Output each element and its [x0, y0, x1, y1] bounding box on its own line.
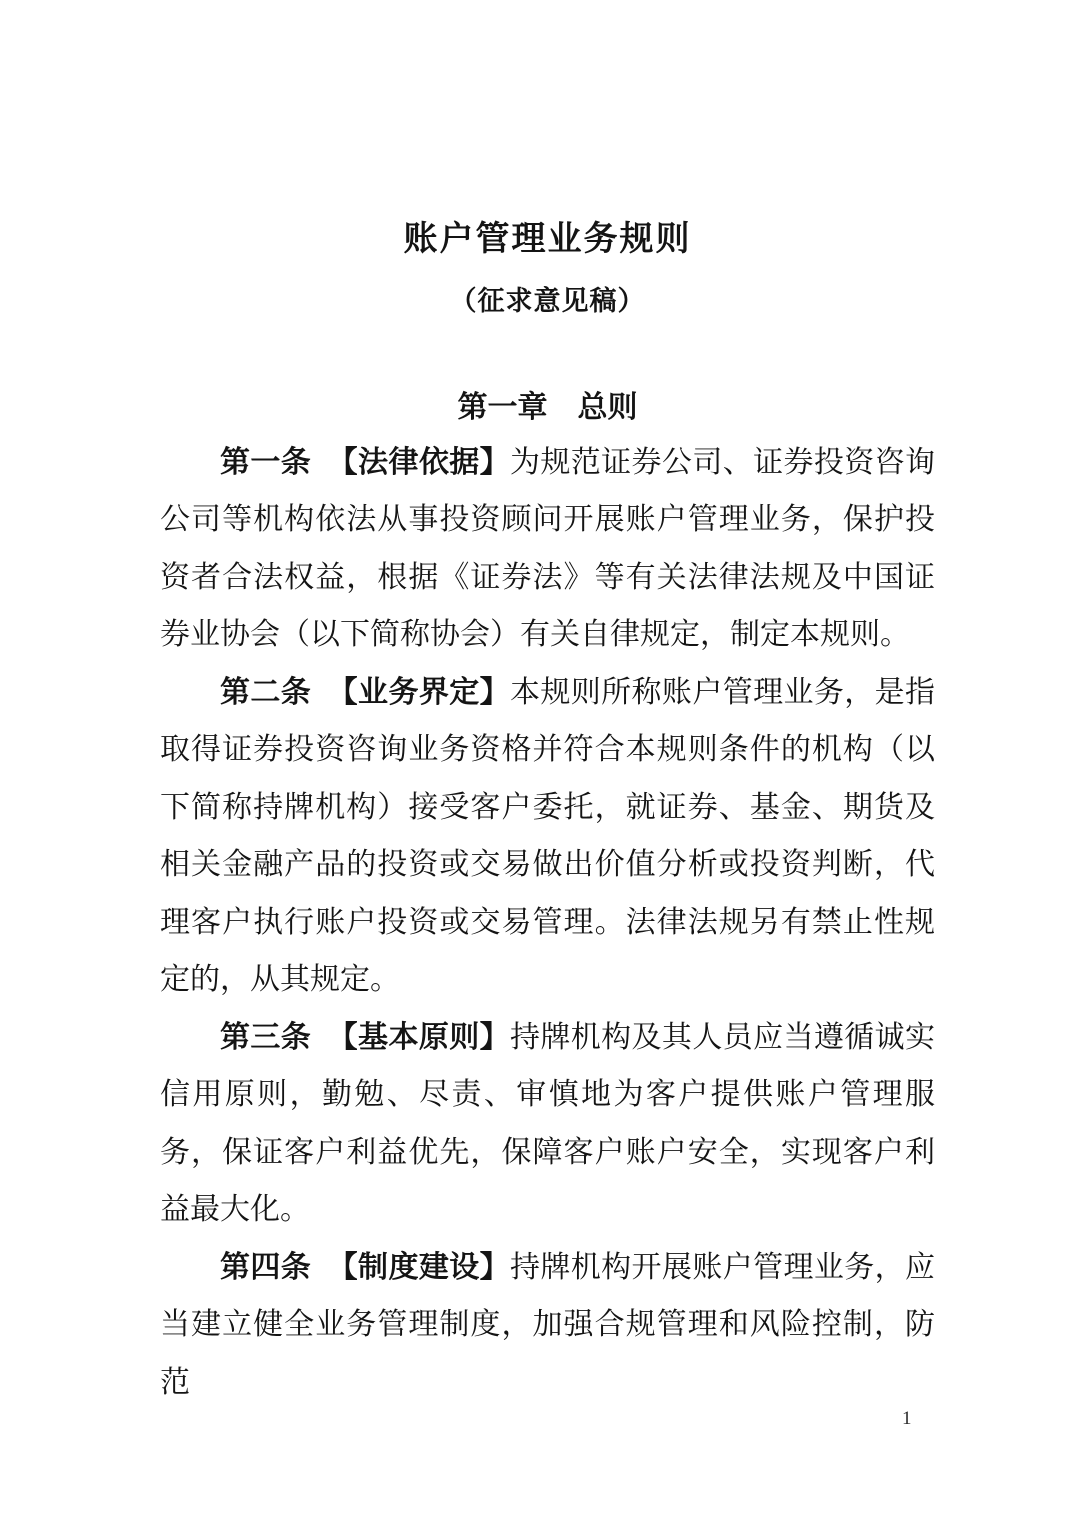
article-1-paragraph: [160, 434, 935, 664]
article-4-heading: 【制度建设】: [327, 1250, 510, 1284]
article-4-paragraph: [160, 1239, 935, 1412]
page-number: 1: [902, 1408, 912, 1429]
article-1-body: 为规范证券公司、证券投资咨询公司等机构依法从事投资顾问开展账户管理业务，保护投资者合法权益，根据《证券法》等有关法律法规及中国证券业协会（以下简称协会）有关自律规定，制定本规则。: [160, 445, 936, 652]
article-3-heading: 【基本原则】: [327, 1020, 510, 1054]
article-1-number: 第一条: [220, 445, 312, 479]
article-3-body: 持牌机构及其人员应当遵循诚实信用原则，勤勉、尽责、审慎地为客户提供账户管理服务，保证客户利益优先，保障客户账户安全，实现客户利益最大化。: [160, 1020, 936, 1227]
article-1-heading: 【法律依据】: [327, 445, 510, 479]
article-2-paragraph: [160, 664, 935, 1009]
article-2-heading: 【业务界定】: [327, 675, 510, 709]
document-subtitle: （征求意见稿）: [449, 286, 646, 317]
article-2-body: 本规则所称账户管理业务，是指取得证券投资咨询业务资格并符合本规则条件的机构（以下简称持牌机构）接受客户委托，就证券、基金、期货及相关金融产品的投资或交易做出价值分析或投资判断，代理客户执行账户投资或交易管理。法律法规另有禁止性规定的，从其规定。: [160, 675, 936, 997]
article-3-number: 第三条: [220, 1020, 312, 1054]
article-4-body: 持牌机构开展账户管理业务，应当建立健全业务管理制度，加强合规管理和风险控制，防范: [160, 1250, 936, 1399]
chapter-heading: 第一章 总则: [457, 391, 638, 425]
document-title: 账户管理业务规则: [403, 220, 692, 258]
article-3-paragraph: [160, 1009, 935, 1239]
article-2-number: 第二条: [220, 675, 312, 709]
article-4-number: 第四条: [220, 1250, 312, 1284]
